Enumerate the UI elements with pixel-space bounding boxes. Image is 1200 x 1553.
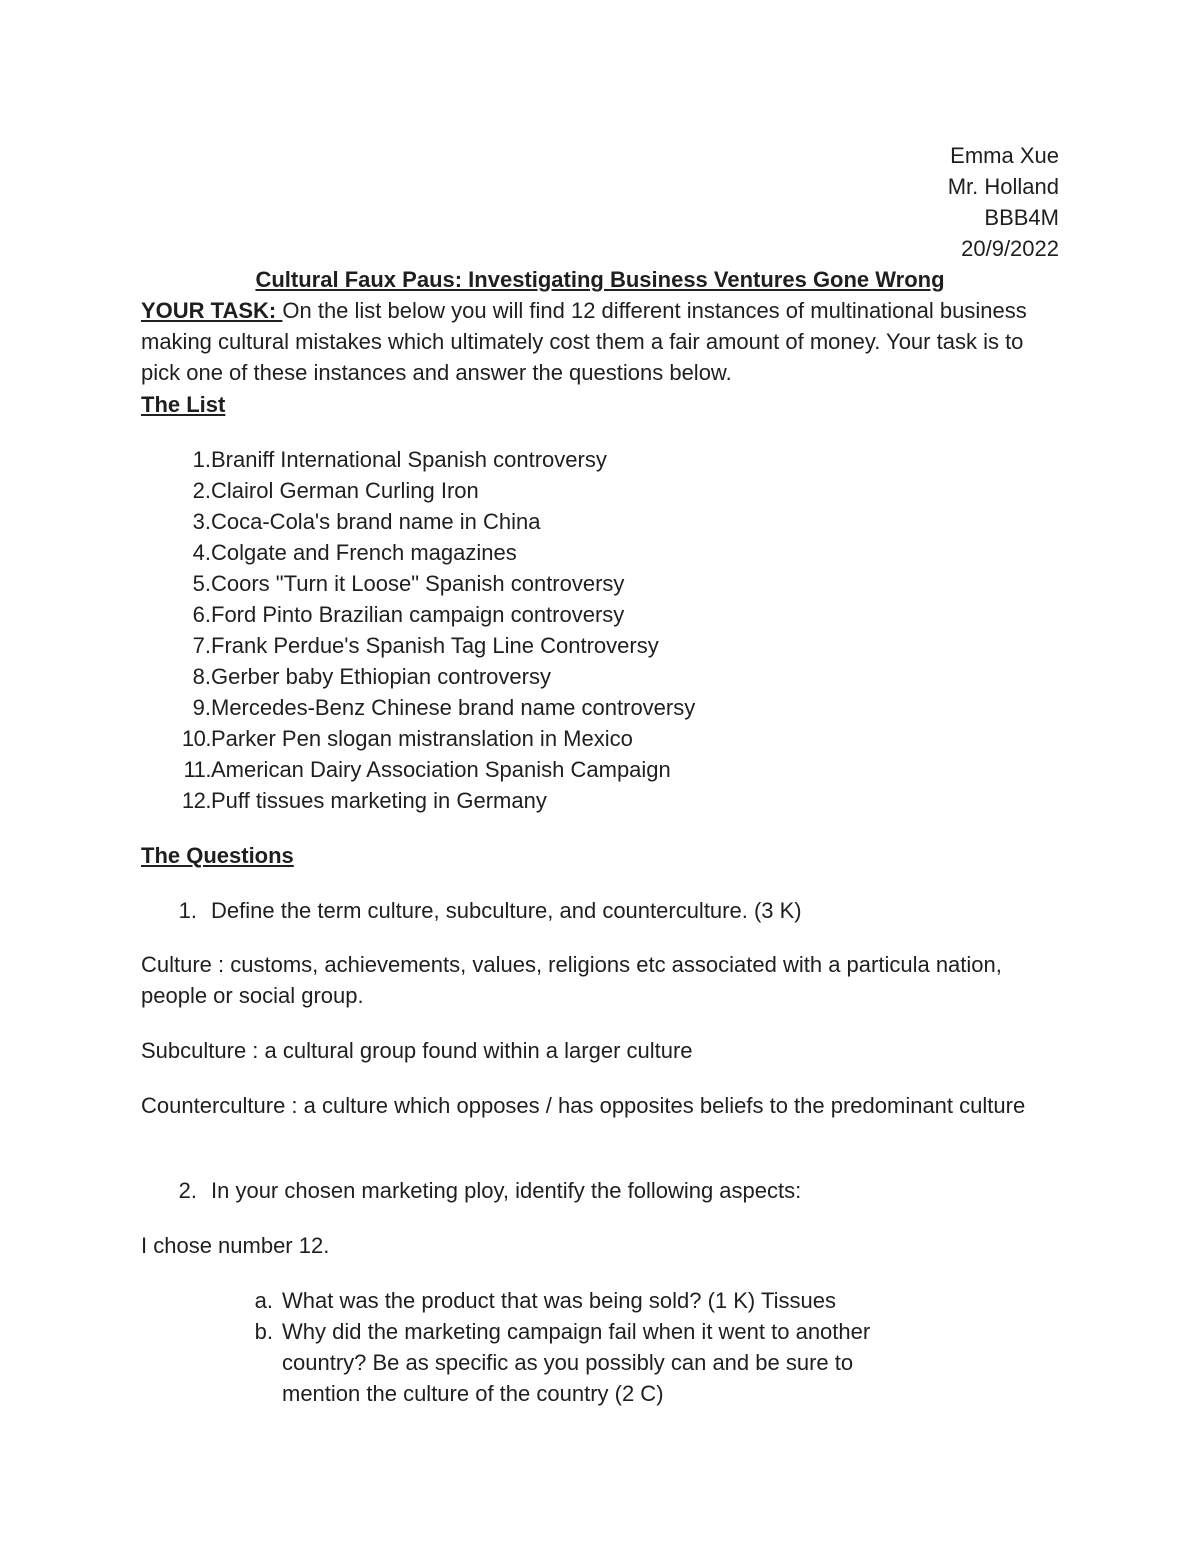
- list-item: [141, 506, 541, 537]
- list-item: [141, 599, 625, 630]
- list-item: [141, 661, 551, 692]
- list-item: [141, 444, 607, 475]
- question-number: 1.: [178, 898, 197, 923]
- task-paragraph: [141, 295, 1061, 388]
- questions-heading: The Questions: [141, 843, 294, 868]
- list-item-text: Frank Perdue's Spanish Tag Line Controversy: [211, 633, 659, 658]
- author-header: [948, 140, 1059, 264]
- list-item-number: 5.: [192, 571, 211, 596]
- list-item: [141, 723, 633, 754]
- list-item-number: 12.: [181, 788, 211, 813]
- list-item-text: Colgate and French magazines: [211, 540, 517, 565]
- list-item-text: Coors "Turn it Loose" Spanish controversy: [211, 571, 625, 596]
- list-item-text: Mercedes-Benz Chinese brand name controversy: [211, 695, 696, 720]
- list-item-number: 8.: [192, 664, 211, 689]
- list-item: [141, 785, 547, 816]
- instances-list: [141, 444, 696, 816]
- list-item: [141, 754, 671, 785]
- list-item-text: Ford Pinto Brazilian campaign controversy: [211, 602, 625, 627]
- course-code: BBB4M: [984, 205, 1059, 230]
- list-item-text: Coca-Cola's brand name in China: [211, 509, 541, 534]
- document-title: Cultural Faux Paus: Investigating Business Ventures Gone Wrong: [255, 267, 945, 292]
- list-item-number: 10.: [181, 726, 211, 751]
- list-item-text: Braniff International Spanish controversy: [211, 447, 607, 472]
- list-item-text: Clairol German Curling Iron: [211, 478, 479, 503]
- sub-question-b: [141, 1316, 1061, 1409]
- list-item-number: 2.: [192, 478, 211, 503]
- task-label: YOUR TASK:: [141, 298, 283, 323]
- student-name: Emma Xue: [950, 143, 1059, 168]
- list-item: [141, 568, 625, 599]
- list-item: [141, 537, 517, 568]
- list-item-number: 7.: [192, 633, 211, 658]
- list-item: [141, 475, 479, 506]
- sub-question-a: [141, 1285, 1061, 1316]
- list-item-number: 1.: [192, 447, 211, 472]
- list-item-number: 6.: [192, 602, 211, 627]
- answer-counterculture: Counterculture : a culture which opposes / has opposites beliefs to the predominant culture: [141, 1093, 1026, 1118]
- teacher-name: Mr. Holland: [947, 174, 1059, 199]
- question-1: [141, 895, 802, 926]
- list-item: [141, 630, 659, 661]
- list-heading: The List: [141, 392, 226, 417]
- sub-question-letter: b.: [254, 1319, 273, 1344]
- sub-questions: [141, 1285, 1061, 1409]
- list-item-text: American Dairy Association Spanish Campaign: [211, 757, 671, 782]
- list-item-text: Gerber baby Ethiopian controversy: [211, 664, 551, 689]
- sub-question-text: What was the product that was being sold? (1 K) Tissues: [282, 1288, 836, 1313]
- question-number: 2.: [178, 1178, 197, 1203]
- list-item: [141, 692, 696, 723]
- question-text: Define the term culture, subculture, and counterculture. (3 K): [211, 898, 802, 923]
- list-item-text: Parker Pen slogan mistranslation in Mexico: [211, 726, 633, 751]
- list-item-number: 9.: [192, 695, 211, 720]
- task-text: On the list below you will find 12 different instances of multinational business making cultural mistakes which ultimately cost them a fair amount of money. Your task is to pick one of these instances and answer the questions below.: [141, 298, 1027, 385]
- answer-culture: Culture : customs, achievements, values, religions etc associated with a particula nation, people or social group.: [141, 952, 1002, 1008]
- list-item-number: 3.: [192, 509, 211, 534]
- list-item-number: 11.: [183, 757, 211, 782]
- document-date: 20/9/2022: [961, 236, 1059, 261]
- answer-subculture: Subculture : a cultural group found within a larger culture: [141, 1038, 693, 1063]
- question-text: In your chosen marketing ploy, identify the following aspects:: [211, 1178, 802, 1203]
- sub-question-text: Why did the marketing campaign fail when it went to another country? Be as specific as you possibly can and be sure to mention the culture of the country (2 C): [282, 1319, 871, 1406]
- list-item-number: 4.: [192, 540, 211, 565]
- chosen-instance: I chose number 12.: [141, 1233, 330, 1258]
- question-2: [141, 1175, 802, 1206]
- sub-question-letter: a.: [254, 1288, 273, 1313]
- list-item-text: Puff tissues marketing in Germany: [211, 788, 547, 813]
